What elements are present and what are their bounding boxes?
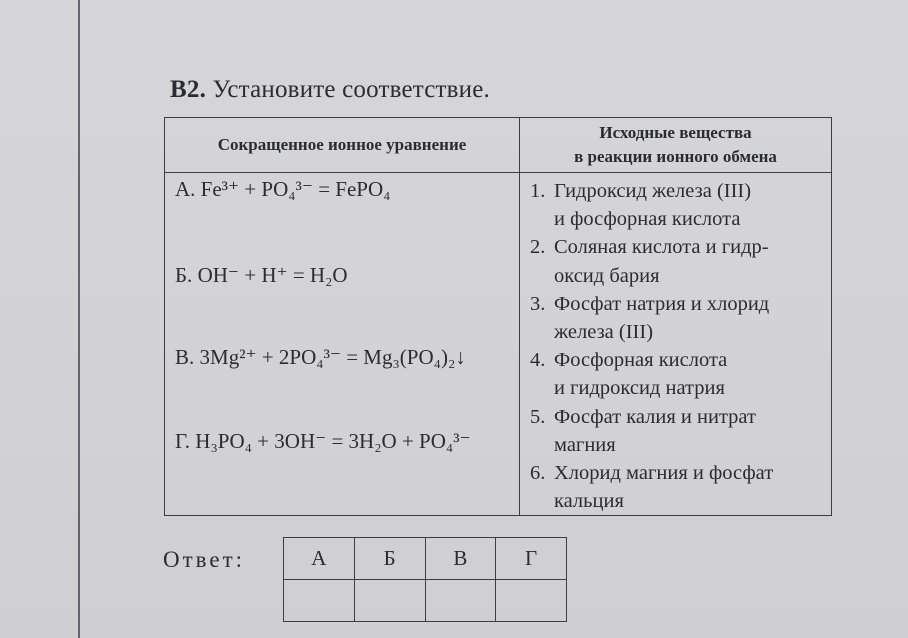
options-cell bbox=[520, 173, 832, 516]
list-item: 1. Гидроксид железа (III) и фосфорная кислота bbox=[530, 180, 752, 231]
answer-label: Ответ: bbox=[163, 547, 246, 572]
answer-cell-v[interactable] bbox=[425, 580, 496, 622]
list-item: 6. Хлорид магния и фосфат кальция bbox=[530, 462, 774, 513]
task-title bbox=[170, 76, 490, 104]
table-header-row bbox=[165, 118, 832, 173]
header-left: Сокращенное ионное уравнение bbox=[165, 118, 520, 173]
header-right-line2: в реакции ионного обмена bbox=[574, 147, 777, 166]
list-item: 3. Фосфат натрия и хлорид железа (III) bbox=[530, 292, 770, 344]
options-list bbox=[520, 173, 831, 515]
answer-table bbox=[283, 537, 567, 622]
equations-cell bbox=[165, 173, 520, 516]
header-right-line1: Исходные вещества bbox=[599, 123, 752, 142]
equation-g: Г. H₃PO₄ + 3OH⁻ = 3H₂O + PO₄³⁻ bbox=[175, 429, 471, 453]
list-item: 5. Фосфат калия и нитрат магния bbox=[530, 405, 756, 456]
answer-col-v: В bbox=[425, 538, 496, 580]
equation-v: В. 3Mg²⁺ + 2PO₄³⁻ = Mg₃(PO₄)₂↓ bbox=[175, 345, 466, 369]
answer-col-g: Г bbox=[496, 538, 567, 580]
list-item: 2. Соляная кислота и гидр- оксид бария bbox=[530, 236, 769, 287]
task-instruction: Установите соответствие. bbox=[212, 76, 490, 103]
answer-cell-b[interactable] bbox=[354, 580, 425, 622]
equation-a: А. Fe³⁺ + PO₄³⁻ = FePO₄ bbox=[175, 177, 391, 201]
matching-table bbox=[164, 117, 832, 516]
header-right bbox=[520, 118, 832, 173]
answer-header-row bbox=[284, 538, 567, 580]
table-body-row bbox=[165, 173, 832, 516]
answer-cell-a[interactable] bbox=[284, 580, 355, 622]
answer-col-a: А bbox=[284, 538, 355, 580]
task-code: В2. bbox=[170, 76, 207, 103]
list-item: 4. Фосфорная кислота и гидроксид натрия bbox=[530, 349, 728, 400]
answer-value-row bbox=[284, 580, 567, 622]
page-edge-line bbox=[78, 0, 80, 638]
answer-cell-g[interactable] bbox=[496, 580, 567, 622]
equation-b: Б. OH⁻ + H⁺ = H₂O bbox=[175, 263, 348, 287]
answer-col-b: Б bbox=[354, 538, 425, 580]
